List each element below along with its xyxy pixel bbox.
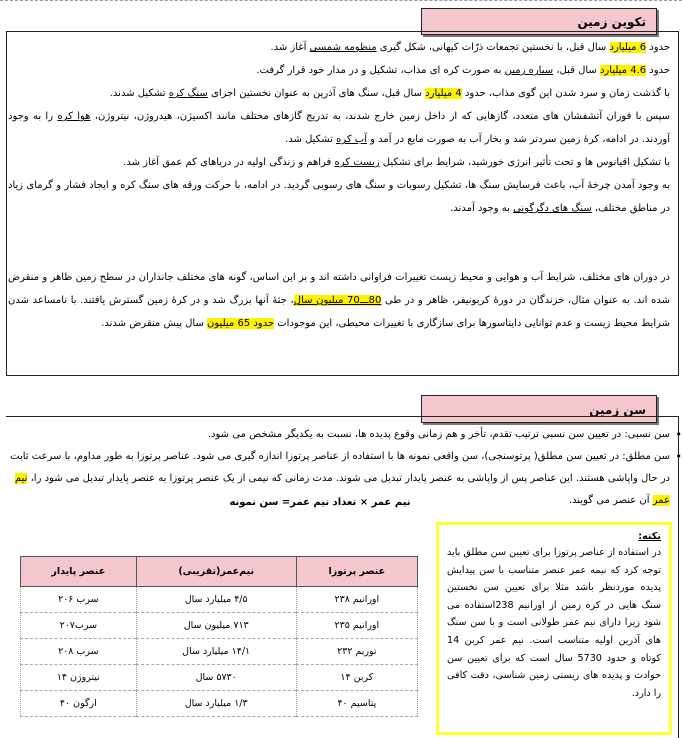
highlight-4-6-billion: 4.6 میلیارد	[599, 65, 647, 76]
table-cell: ۱/۳ میلیارد سال	[136, 691, 296, 717]
note-box	[436, 522, 672, 735]
section-title-earth-formation: تکوین زمین	[421, 8, 657, 35]
table-cell: پتاسیم ۴۰	[296, 691, 417, 717]
highlight-half-life: نیم عمر	[14, 473, 670, 506]
table-cell: نیتروژن ۱۴	[21, 665, 137, 691]
radioactive-elements-table	[20, 556, 418, 717]
table-cell: ارگون ۴۰	[21, 691, 137, 717]
paragraph-planet-earth: حدود 4.6 میلیارد سال قبل، سیاره زمین به صورت کره ای مذاب، تشکیل و در مدار خود قرار گرفت.	[256, 65, 670, 76]
note-title: نکته:	[638, 531, 661, 542]
table-cell: ۷۱۳ میلیون سال	[136, 613, 296, 639]
table-row	[21, 691, 418, 717]
table-row	[21, 639, 418, 665]
age-formula: نیم عمر × تعداد نیم عمر= سن نمونه	[229, 497, 411, 508]
table-cell: کربن ۱۴	[296, 665, 417, 691]
underline-planet-earth: سیاره زمین	[504, 65, 554, 76]
table-cell: سرب۲۰۷	[21, 613, 137, 639]
table-row	[21, 613, 418, 639]
table-cell: اورانیم ۲۳۸	[296, 587, 417, 613]
header-stable: عنصر پایدار	[21, 557, 137, 587]
underline-hydrosphere: آب کره	[336, 134, 367, 145]
highlight-70-80-million: 80ـــ70 میلیون سال	[293, 295, 382, 306]
highlight-65-million: حدود 65 میلیون	[207, 318, 275, 329]
header-radioactive: عنصر پرتوزا	[296, 557, 417, 587]
table-cell: سرب ۲۰۶	[21, 587, 137, 613]
bullet-absolute-age: • سن مطلق: در تعیین سن مطلق( پرتوسنجی)، سن واقعی نمونه ها با استفاده از عناصر پرتوزا اندازه گیری می شود. عناصر پرتوزا به طور مداوم، با سرعت ثابت در حال واپاشی هستند. این عناصر پس از واپاشی به عنصر پایدار تبدیل می شوند. مدت زمانی که نیمی از یک عنصر پرتوزا به عنصر پایدار تبدیل می شود را، نیم عمر آن عنصر می گویند.	[8, 446, 670, 512]
header-half-life: نیم‌عمر(تقریبی)	[136, 557, 296, 587]
bullet-relative-age: • سن نسبی: در تعیین سن نسبی ترتیب تقدم، تأخر و هم زمانی وقوع پدیده ها، نسبت به یکدیگر مشخص می شود.	[8, 424, 670, 446]
table-cell: ۵۷۳۰ سال	[136, 665, 296, 691]
paragraph-lithosphere: با گذشت زمان و سرد شدن این گوی مذاب، حدود 4 میلیارد سال قبل، سنگ های آذرین به عنوان نخستین اجزای سنگ کره تشکیل شدند.	[109, 88, 670, 99]
underline-solar-system: منظومه شمسی	[309, 42, 377, 53]
table-row	[21, 665, 418, 691]
table-cell: اورانیم ۲۳۵	[296, 613, 417, 639]
highlight-6-billion: 6 میلیارد	[609, 42, 647, 53]
paragraph-biosphere: با تشکیل اقیانوس ها و تحت تأثیر انرژی خورشید، شرایط برای تشکیل زیست کره فراهم و زندگی اولیه در دریاهای کم عمق آغاز شد.	[123, 157, 670, 168]
section-title-earth-age: سن زمین	[421, 395, 657, 423]
table-cell: ۱۴/۱ میلیارد سال	[136, 639, 296, 665]
paragraph-rocks: به وجود آمدن چرخهٔ آب، باعث فرسایش سنگ ها، تشکیل رسوبات و سنگ های رسوبی گردید. در ادامه، با حرکت ورقه های سنگ کره و ایجاد فشار و گرمای زیاد در مناطق مختلف، سنگ های دگرگونی به وجود آمدند.	[8, 180, 670, 214]
paragraph-extinction: در دوران های مختلف، شرایط آب و هوایی و محیط زیست تغییرات فراوانی داشته اند و بر این اساس، گونه های مختلف جانداران در سطح زمین ظاهر و منقرض شده اند. به عنوان مثال، خزندگان در دورهٔ کربونیفر، ظاهر و در طی 80ـــ70 میلیون سال، جثهٔ آنها بزرگ شد و در کرهٔ زمین گسترش یافتند. با نامساعد شدن شرایط محیط زیست و عدم توانایی دایناسورها برای سازگاری با تغییرات محیطی، این موجودات حدود 65 میلیون سال پیش منقرض شدند.	[8, 272, 670, 329]
earth-formation-text	[8, 36, 670, 335]
table-cell: ۴/۵ میلیارد سال	[136, 587, 296, 613]
table-header-row	[21, 557, 418, 587]
underline-lithosphere: سنگ کره	[168, 88, 208, 99]
paragraph-atmosphere: سپس با فوران آتشفشان های متعدد، گازهایی که از داخل زمین خارج شدند، به تدریج گازهای مختلف مانند اکسیژن، هیدروژن، نیتروژن، هوا کره را به وجود آوردند. در ادامه، کرهٔ زمین سردتر شد و بخار آب به صورت مایع در آمد و آب کره تشکیل شد.	[8, 111, 670, 145]
underline-metamorphic: سنگ های دگرگونی	[513, 203, 592, 214]
underline-biosphere: زیست کره	[334, 157, 380, 168]
table-cell: سرب ۲۰۸	[21, 639, 137, 665]
page-top-border	[0, 0, 682, 1]
highlight-4-billion: 4 میلیارد	[425, 88, 462, 99]
table-cell: توریم ۲۳۲	[296, 639, 417, 665]
table-row	[21, 587, 418, 613]
paragraph-solar-system: حدود 6 میلیارد سال قبل، با نخستین تجمعات ذرّات کیهانی، شکل گیری منظومه شمسی آغاز شد.	[270, 42, 670, 53]
underline-atmosphere: هوا کره	[57, 111, 91, 122]
note-text: در استفاده از عناصر پرتوزا برای تعیین سن مطلق باید توجه کرد که نیمه عمر عنصر متناسب با سن پیدایش پدیده موردنظر باشد مثلا برای تعیین سن نخستین سنگ هایی در کره زمین از اورانیم 238استفاده می شود زیرا دارای نیم عمر طولانی است و با سن سنگ های آذرین اولیه متناسب است. نیم عمر کربن 14 کوتاه و حدود 5730 سال است که برای تعیین سن حوادث و پدیده های زیستی زمین شناسی، دقت کافی را دارد.	[447, 547, 662, 699]
